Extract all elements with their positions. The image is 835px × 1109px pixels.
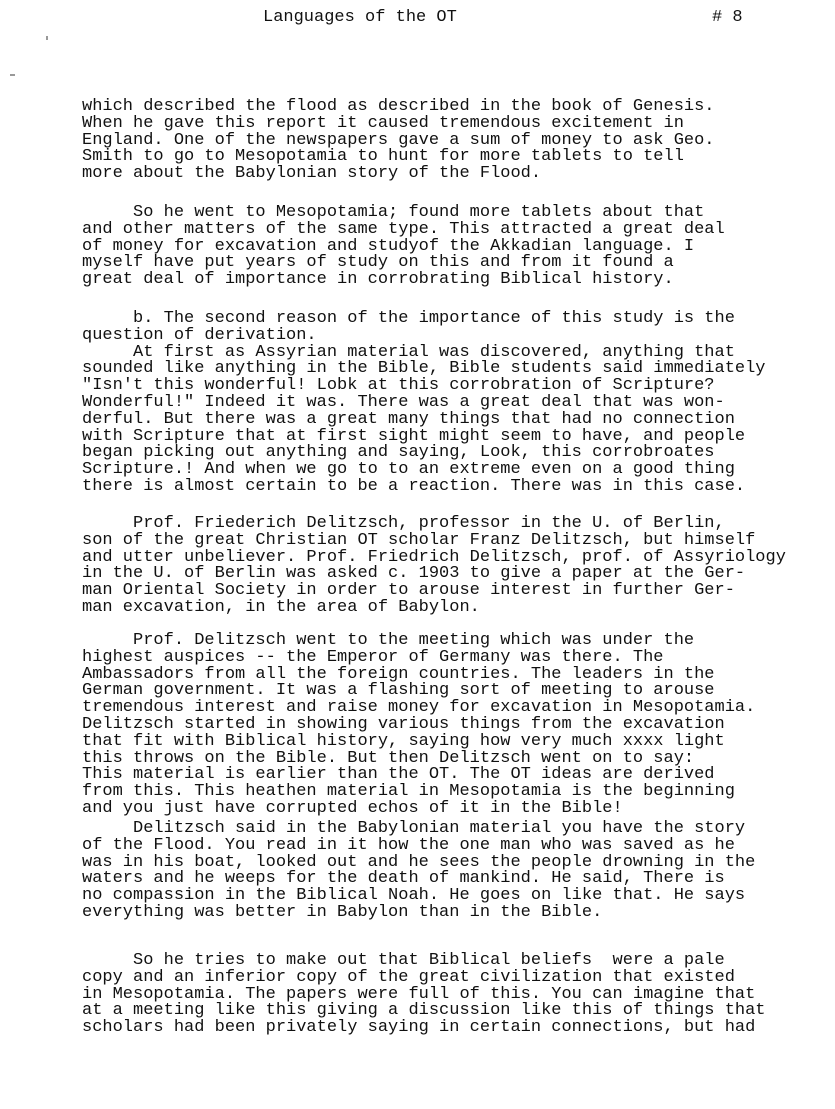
text-line: there is almost certain to be a reaction. There was in this case. [82, 476, 746, 496]
scan-speck [46, 36, 48, 40]
text-line: and utter unbeliever. Prof. Friedrich Delitzsch, prof. of Assyriology [82, 547, 786, 567]
paragraph [82, 516, 786, 617]
text-line: sounded like anything in the Bible, Bible students said immediately [82, 359, 766, 379]
text-line: myself have put years of study on this and from it found a [82, 253, 674, 273]
page-title: Languages of the OT [263, 8, 457, 27]
text-line: with Scripture that at first sight might seem to have, and people [82, 426, 746, 446]
text-line: b. The second reason of the importance of this study is the [82, 309, 735, 328]
text-line: So he went to Mesopotamia; found more tablets about that [82, 203, 705, 222]
text-line: copy and an inferior copy of the great civilization that existed [82, 967, 735, 987]
text-line: tremendous interest and raise money for excavation in Mesopotamia. [82, 698, 756, 718]
text-line: son of the great Christian OT scholar Franz Delitzsch, but himself [82, 530, 756, 550]
scan-speck [10, 74, 15, 76]
text-line: great deal of importance in corrobrating Biblical history. [82, 270, 674, 290]
text-line: At first as Assyrian material was discovered, anything that [82, 342, 735, 362]
text-line: from this. This heathen material in Mesopotamia is the beginning [82, 782, 735, 802]
text-line: of money for excavation and studyof the Akkadian language. I [82, 236, 695, 256]
text-line: Ambassadors from all the foreign countries. The leaders in the [82, 664, 715, 684]
paragraph [82, 311, 766, 496]
text-line: man excavation, in the area of Babylon. [82, 597, 480, 617]
paragraph [82, 953, 766, 1037]
text-line: began picking out anything and saying, Look, this corrobroates [82, 443, 715, 463]
text-line: everything was better in Babylon than in the Bible. [82, 902, 603, 922]
text-line: Delitzsch started in showing various things from the excavation [82, 714, 725, 734]
text-line: this throws on the Bible. But then Delitzsch went on to say: [82, 748, 695, 768]
text-line: Prof. Delitzsch went to the meeting which was under the [82, 631, 695, 650]
paragraph [82, 821, 755, 922]
paragraph [82, 205, 725, 289]
text-line: of the Flood. You read in it how the one man who was saved as he [82, 835, 735, 855]
text-line: When he gave this report it caused tremendous excitement in [82, 113, 684, 133]
page-number: # 8 [712, 8, 743, 27]
text-line: Smith to go to Mesopotamia to hunt for more tablets to tell [82, 147, 684, 167]
text-line: man Oriental Society in order to arouse interest in further Ger- [82, 581, 735, 601]
text-line: more about the Babylonian story of the Flood. [82, 164, 542, 184]
text-line: highest auspices -- the Emperor of Germany was there. The [82, 647, 664, 667]
text-line: that fit with Biblical history, saying how very much xxxx light [82, 731, 725, 751]
text-line: was in his boat, looked out and he sees the people drowning in the [82, 852, 756, 872]
text-line: Prof. Friederich Delitzsch, professor in the U. of Berlin, [82, 514, 725, 533]
text-line: Wonderful!" Indeed it was. There was a great deal that was won- [82, 392, 725, 412]
text-line: at a meeting like this giving a discussion like this of things that [82, 1001, 766, 1021]
text-line: This material is earlier than the OT. The OT ideas are derived [82, 765, 715, 785]
text-line: So he tries to make out that Biblical beliefs were a pale [82, 951, 725, 970]
text-line: and you just have corrupted echos of it in the Bible! [82, 798, 623, 818]
text-line: "Isn't this wonderful! Lobk at this corrobration of Scripture? [82, 376, 715, 396]
text-line: German government. It was a flashing sort of meeting to arouse [82, 681, 715, 701]
text-line: which described the flood as described in the book of Genesis. [82, 97, 715, 116]
text-line: in Mesopotamia. The papers were full of this. You can imagine that [82, 984, 756, 1004]
text-line: derful. But there was a great many things that had no connection [82, 409, 735, 429]
text-line: England. One of the newspapers gave a sum of money to ask Geo. [82, 130, 715, 150]
text-line: and other matters of the same type. This attracted a great deal [82, 219, 725, 239]
text-line: Delitzsch said in the Babylonian material you have the story [82, 819, 746, 838]
paragraph [82, 99, 715, 183]
text-line: Scripture.! And when we go to to an extreme even on a good thing [82, 460, 735, 480]
text-line: in the U. of Berlin was asked c. 1903 to give a paper at the Ger- [82, 564, 746, 584]
text-line: question of derivation. [82, 325, 317, 345]
text-line: waters and he weeps for the death of mankind. He said, There is [82, 869, 725, 889]
text-line: no compassion in the Biblical Noah. He goes on like that. He says [82, 886, 746, 906]
text-line: scholars had been privately saying in certain connections, but had [82, 1018, 756, 1038]
paragraph [82, 633, 755, 818]
